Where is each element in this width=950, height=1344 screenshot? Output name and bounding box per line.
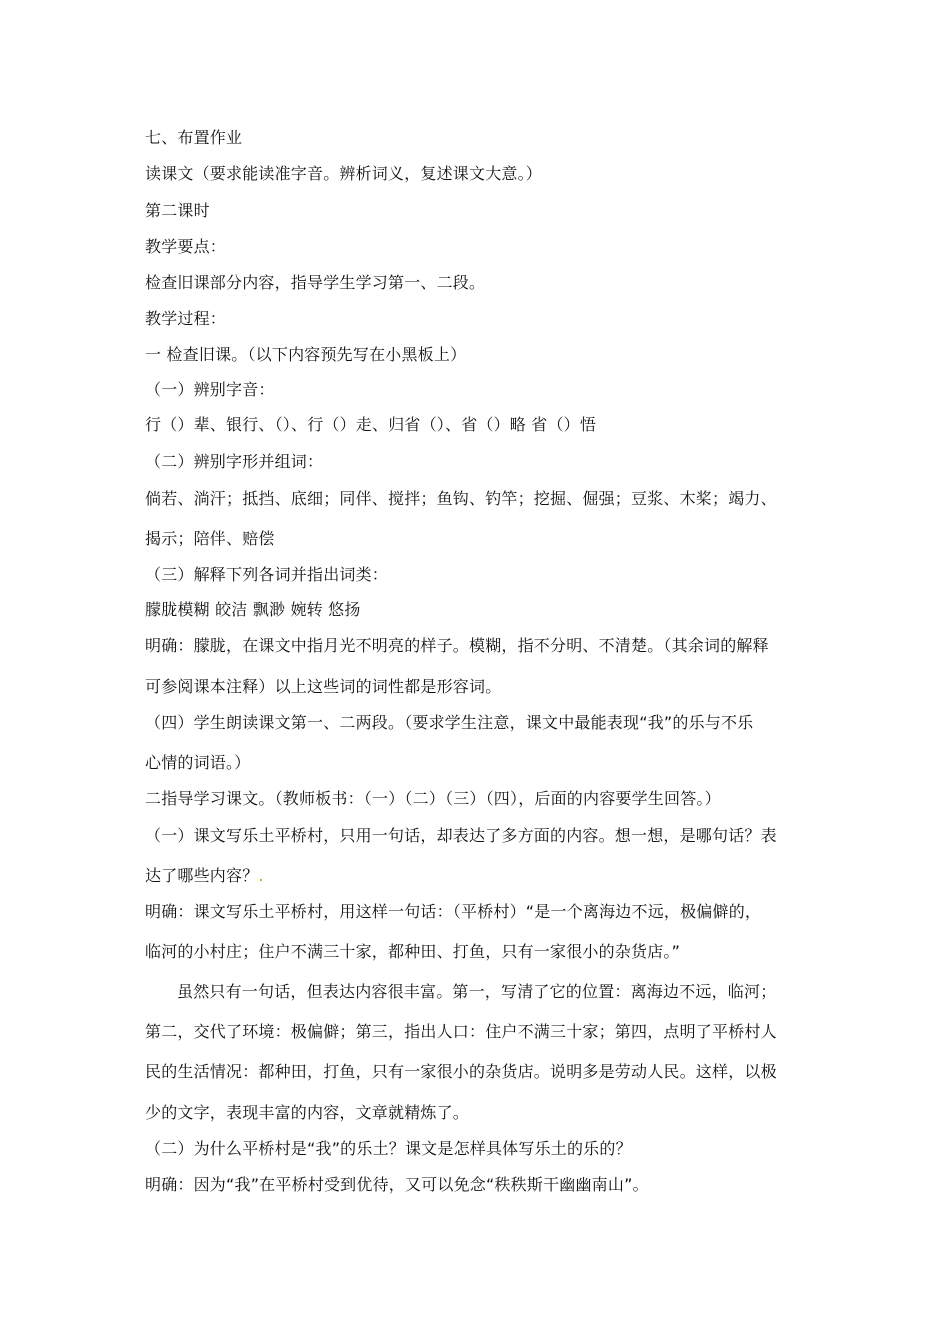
text-line: 教学要点： — [145, 237, 227, 256]
text-line: 第二，交代了环境：极偏僻；第三，指出人口：住户不满三十家；第四，点明了平桥村人 — [145, 1022, 777, 1041]
text-line: 一 检查旧课。（以下内容预先写在小黑板上） — [145, 345, 467, 364]
text-line: （二）为什么平桥村是“我”的乐土？课文是怎样具体写乐土的乐的？ — [145, 1139, 632, 1158]
section-heading-assignment: 七、布置作业 — [145, 128, 243, 147]
text-line: 临河的小村庄；住户不满三十家，都种田、打鱼，只有一家很小的杂货店。” — [145, 942, 681, 961]
text-line: 揭示；陪伴、赔偿 — [145, 529, 275, 548]
text-line: 可参阅课本注释）以上这些词的词性都是形容词。 — [145, 677, 502, 696]
text-line: 明确：朦胧，在课文中指月光不明亮的样子。模糊，指不分明、不清楚。（其余词的解释 — [145, 636, 769, 655]
text-line: 读课文（要求能读准字音。辨析词义，复述课文大意。） — [145, 164, 543, 183]
section-heading-second-lesson: 第二课时 — [145, 201, 210, 220]
text-line: （二）辨别字形并组词： — [145, 452, 324, 471]
text-line: （一）辨别字音： — [145, 380, 275, 399]
text-line: 民的生活情况：都种田，打鱼，只有一家很小的杂货店。说明多是劳动人民。这样，以极 — [145, 1062, 777, 1081]
text-line: 检查旧课部分内容，指导学生学习第一、二段。 — [145, 273, 486, 292]
text-line — [145, 866, 815, 886]
text-line: （一）课文写乐土平桥村，只用一句话，却表达了多方面的内容。想一想，是哪句话？表 — [145, 826, 777, 845]
text-line: 明确：课文写乐土平桥村，用这样一句话：（平桥村）“是一个离海边不远，极偏僻的， — [145, 902, 762, 921]
text-line: 倘若、淌汗；抵挡、底细；同伴、搅拌；鱼钩、钓竿；挖掘、倔强；豆浆、木桨；竭力、 — [145, 489, 777, 508]
text-line: （三）解释下列各词并指出词类： — [145, 565, 389, 584]
text-line: 教学过程： — [145, 309, 227, 328]
text-line-indented: 虽然只有一句话，但表达内容很丰富。第一，写清了它的位置：离海边不远，临河； — [177, 982, 777, 1001]
text-line: 少的文字，表现丰富的内容，文章就精炼了。 — [145, 1103, 470, 1122]
text-line-content: 达了哪些内容？ — [145, 866, 259, 885]
decorative-dot: . — [258, 866, 264, 885]
text-line: 明确：因为“我”在平桥村受到优待，又可以免念“秩秩斯干幽幽南山”。 — [145, 1175, 649, 1194]
text-line: 二指导学习课文。（教师板书：（一）（二）（三）（四），后面的内容要学生回答。） — [145, 789, 721, 808]
text-line: 朦胧模糊 皎洁 飘渺 婉转 悠扬 — [145, 600, 361, 619]
text-line: 行（）辈、银行、（）、行（）走、归省（）、省（）略 省（）悟 — [145, 415, 597, 434]
text-line: 心情的词语。） — [145, 753, 251, 772]
text-line: （四）学生朗读课文第一、二两段。（要求学生注意，课文中最能表现“我”的乐与不乐 — [145, 713, 754, 732]
